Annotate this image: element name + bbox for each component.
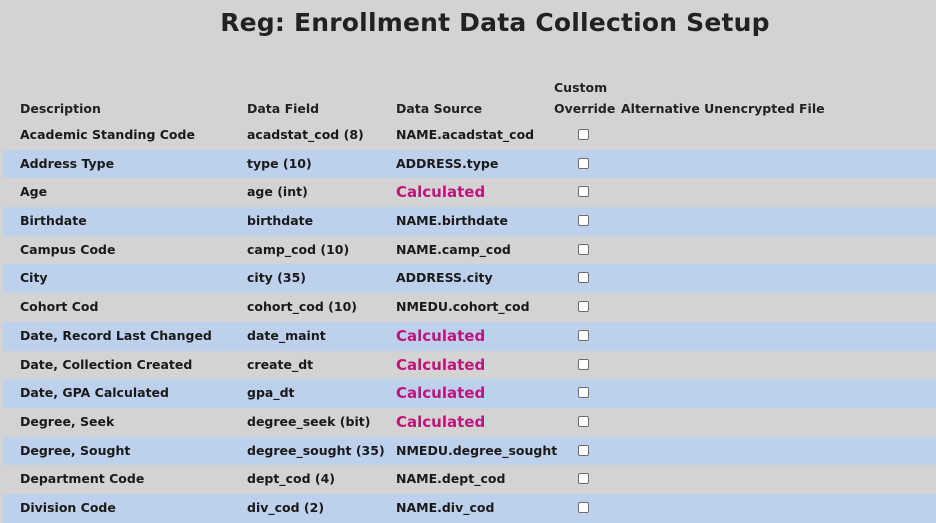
row-description: Address Type [20,155,115,171]
row-description: City [20,270,48,286]
custom-override-checkbox[interactable] [578,272,589,283]
column-header-custom: Custom [554,80,608,95]
table-row [3,322,936,351]
custom-override-checkbox[interactable] [578,330,589,341]
row-data-source: NAME.camp_cod [396,241,511,257]
row-data-field: degree_seek (bit) [247,413,371,429]
row-data-source: ADDRESS.type [396,155,499,171]
custom-override-checkbox[interactable] [578,244,589,255]
table-row [3,150,936,179]
table-row [3,494,936,523]
row-data-field: age (int) [247,184,308,200]
row-data-field: birthdate [247,213,314,229]
row-data-field: gpa_dt [247,385,295,401]
row-description: Date, Record Last Changed [20,327,212,343]
table-row [3,236,936,265]
table-row [3,264,936,293]
table-row [3,379,936,408]
row-description: Division Code [20,499,116,515]
row-description: Age [20,184,48,200]
table-row [3,465,936,494]
row-data-field: type (10) [247,155,312,171]
column-header-override: Override [554,101,616,116]
row-description: Birthdate [20,213,87,229]
row-data-source: ADDRESS.city [396,270,493,286]
custom-override-checkbox[interactable] [578,416,589,427]
custom-override-checkbox[interactable] [578,387,589,398]
table-row [3,207,936,236]
row-data-field: city (35) [247,270,306,286]
row-description: Academic Standing Code [20,127,195,142]
row-data-field: cohort_cod (10) [247,299,357,315]
table-row [3,293,936,322]
row-data-source: NAME.birthdate [396,213,508,229]
custom-override-checkbox[interactable] [578,215,589,226]
row-data-source-calculated: Calculated [396,412,486,431]
row-data-source: NMEDU.degree_sought [396,442,558,458]
row-description: Cohort Cod [20,299,99,315]
row-description: Degree, Sought [20,442,131,458]
custom-override-checkbox[interactable] [578,359,589,370]
column-header-data-field: Data Field [247,101,320,116]
custom-override-checkbox[interactable] [578,473,589,484]
column-header-alternative-file: Alternative Unencrypted File [621,101,825,116]
custom-override-checkbox[interactable] [578,158,589,169]
custom-override-checkbox[interactable] [578,445,589,456]
table-row [3,437,936,466]
table-row [3,408,936,437]
row-data-field: create_dt [247,356,314,372]
row-data-field: div_cod (2) [247,499,325,515]
page-title: Reg: Enrollment Data Collection Setup [220,8,770,37]
row-data-source-calculated: Calculated [396,326,486,345]
table-row [3,351,936,380]
column-header-description: Description [20,101,101,116]
table-row [3,178,936,207]
row-description: Date, Collection Created [20,356,193,372]
row-data-field: camp_cod (10) [247,241,350,257]
custom-override-checkbox[interactable] [578,186,589,197]
row-data-source: NMEDU.cohort_cod [396,299,530,315]
row-description: Degree, Seek [20,413,115,429]
row-description: Campus Code [20,241,116,257]
column-header-data-source: Data Source [396,101,483,116]
row-data-field: degree_sought (35) [247,442,385,458]
row-data-source: NAME.div_cod [396,499,495,515]
custom-override-checkbox[interactable] [578,502,589,513]
row-description: Department Code [20,471,145,487]
custom-override-checkbox[interactable] [578,301,589,312]
row-data-source: NAME.dept_cod [396,471,506,487]
row-data-source-calculated: Calculated [396,355,486,374]
row-data-field: dept_cod (4) [247,471,336,487]
row-description: Date, GPA Calculated [20,385,169,401]
row-data-field: acadstat_cod (8) [247,127,364,142]
row-data-source-calculated: Calculated [396,183,486,202]
table-row [3,121,936,150]
row-data-field: date_maint [247,327,326,343]
row-data-source: NAME.acadstat_cod [396,127,535,142]
fields-table [3,121,936,523]
row-data-source-calculated: Calculated [396,384,486,403]
custom-override-checkbox[interactable] [578,129,589,140]
